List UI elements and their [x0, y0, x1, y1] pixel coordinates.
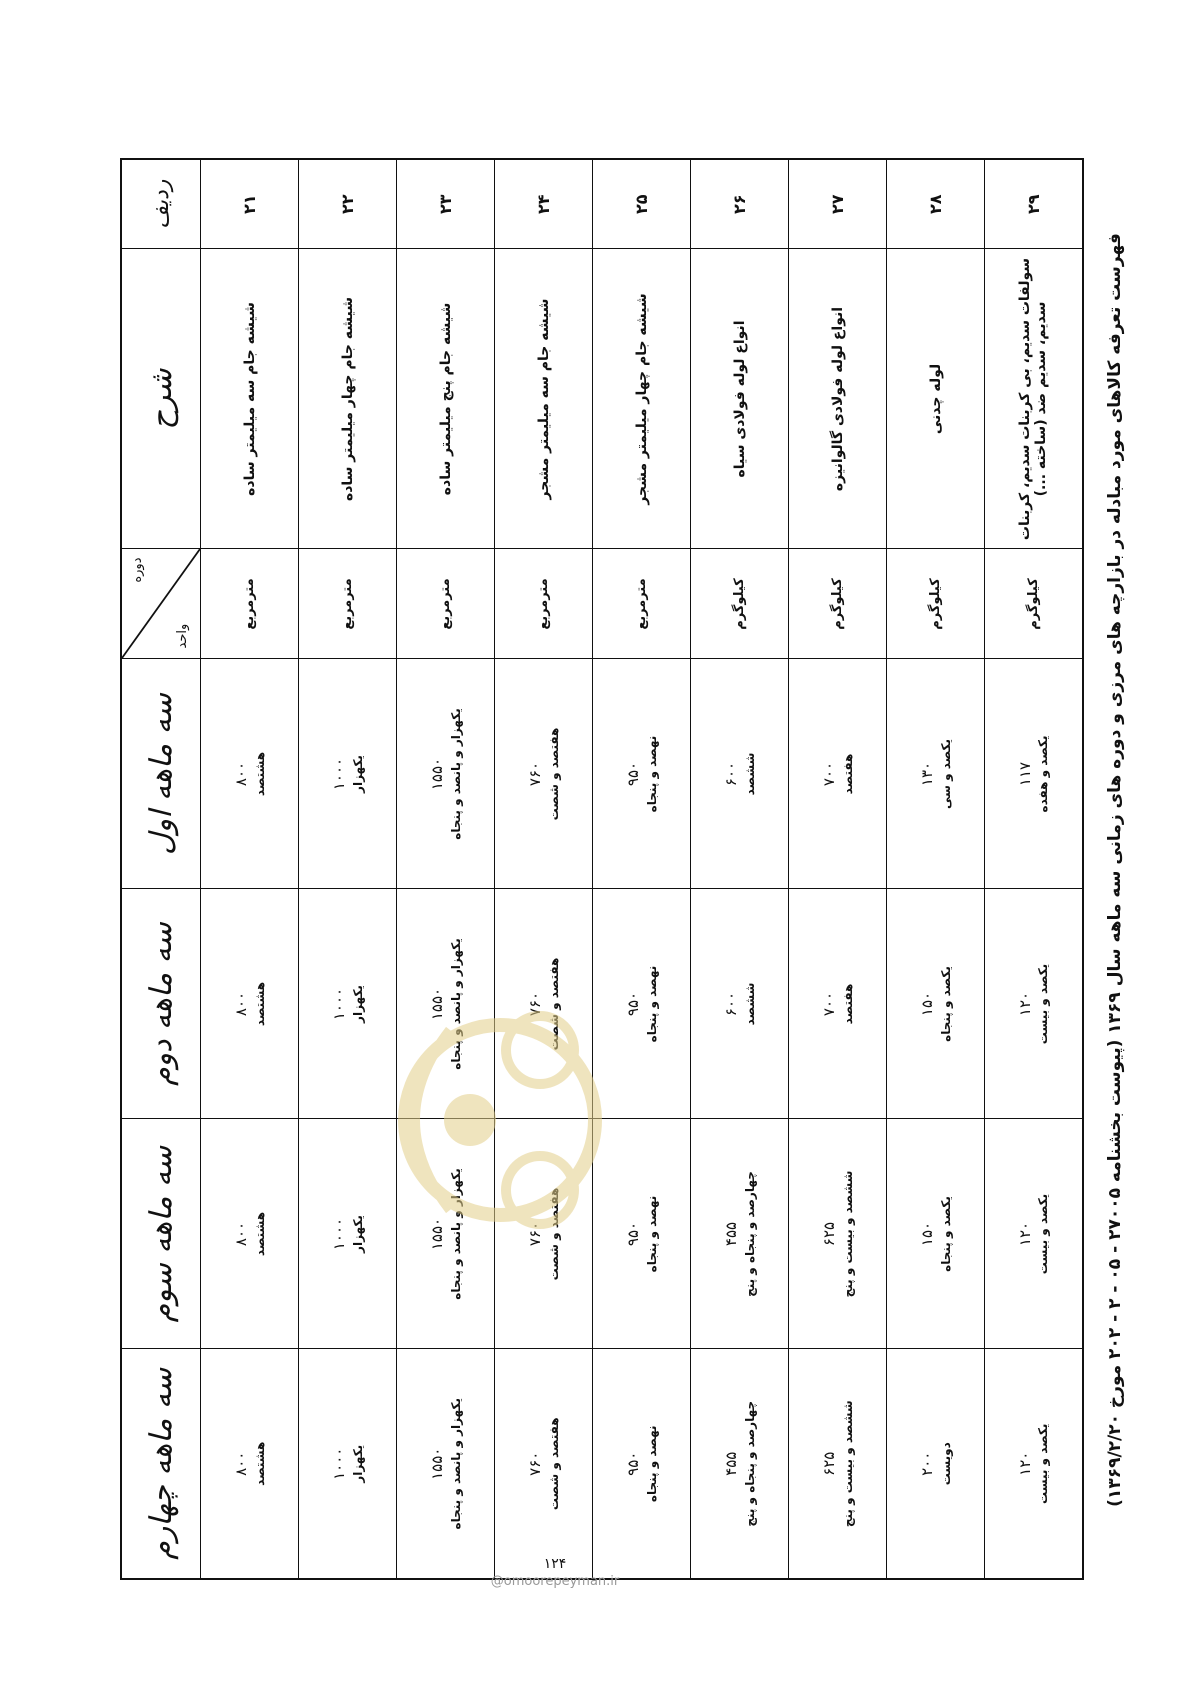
price-words: هفتصد	[840, 753, 855, 795]
price-q1	[985, 659, 1083, 889]
row-description: شیشه جام سه میلیمتر مشجر	[495, 249, 593, 549]
table-row	[691, 159, 789, 1579]
price-words: یکصد و بیست	[1036, 963, 1051, 1045]
price-words: هشتصد	[252, 751, 267, 797]
price-words: یکصد و بیست	[1036, 1193, 1051, 1275]
row-index: ۲۱	[201, 159, 299, 249]
price-number: ۱۵۰	[918, 1221, 937, 1247]
price-number: ۱۲۰	[1016, 1221, 1035, 1247]
row-description: شیشه جام سه میلیمتر ساده	[201, 249, 299, 549]
price-number: ۷۰۰	[820, 991, 839, 1017]
price-q4	[495, 1349, 593, 1579]
row-description: لوله چدنی	[887, 249, 985, 549]
price-number: ۱۲۰	[1016, 991, 1035, 1017]
price-q4	[299, 1349, 397, 1579]
header-unit	[121, 549, 201, 659]
price-number: ۱۰۰۰	[330, 1217, 349, 1251]
price-words: یکهزار	[350, 755, 365, 793]
row-index: ۲۵	[593, 159, 691, 249]
price-number: ۷۶۰	[526, 1451, 545, 1476]
price-words: یکهزار	[350, 1444, 365, 1483]
row-description: انواع لوله فولادی گالوانیزه	[789, 249, 887, 549]
header-index: ردیف	[121, 159, 201, 249]
table-row	[985, 159, 1083, 1579]
price-words: ششصد و بیست و پنج	[840, 1400, 855, 1528]
price-q1	[691, 659, 789, 889]
price-number: ۶۲۵	[820, 1221, 839, 1247]
price-number: ۹۵۰	[624, 991, 643, 1017]
price-q4	[691, 1349, 789, 1579]
price-q1	[397, 659, 495, 889]
price-words: یکصد و سی	[938, 739, 953, 809]
price-words: هفتصد و شصت	[546, 957, 561, 1051]
row-description: شیشه جام پنج میلیمتر ساده	[397, 249, 495, 549]
price-number: ۷۶۰	[526, 761, 545, 787]
footer-watermark: @omoorepeyman.ir	[490, 1574, 620, 1589]
price-words: هشتصد	[252, 1441, 267, 1486]
price-q1	[887, 659, 985, 889]
price-number: ۱۵۵۰	[428, 987, 447, 1021]
price-words: هشتصد	[252, 981, 267, 1027]
price-number: ۱۳۰	[918, 761, 937, 787]
price-number: ۹۵۰	[624, 1451, 643, 1476]
price-words: ششصد و بیست و پنج	[840, 1170, 855, 1298]
price-number: ۷۶۰	[526, 1221, 545, 1247]
price-q4	[201, 1349, 299, 1579]
price-words: نهصد و پنجاه	[644, 965, 659, 1043]
price-number: ۷۰۰	[820, 761, 839, 787]
page-footer	[455, 1555, 655, 1591]
table-row	[887, 159, 985, 1579]
row-index: ۲۷	[789, 159, 887, 249]
price-words: نهصد و پنجاه	[644, 1195, 659, 1273]
table-row	[495, 159, 593, 1579]
price-number: ۱۱۷	[1016, 761, 1035, 787]
price-q3	[985, 1119, 1083, 1349]
row-unit: کیلوگرم	[789, 549, 887, 659]
price-number: ۹۵۰	[624, 761, 643, 787]
price-words: چهارصد و پنجاه و پنج	[742, 1171, 757, 1297]
header-unit-period: دوره	[130, 557, 145, 583]
price-number: ۶۰۰	[722, 761, 741, 787]
table-row	[789, 159, 887, 1579]
price-words: هفتصد و شصت	[546, 727, 561, 821]
price-q3	[201, 1119, 299, 1349]
row-unit: کیلوگرم	[887, 549, 985, 659]
table-body	[201, 159, 1083, 1579]
price-number: ۱۵۵۰	[428, 1447, 447, 1480]
page-number: ۱۲۴	[543, 1556, 567, 1572]
price-number: ۸۰۰	[232, 991, 251, 1017]
row-unit: مترمربع	[593, 549, 691, 659]
row-index: ۲۳	[397, 159, 495, 249]
table-row	[299, 159, 397, 1579]
price-number: ۱۵۵۰	[428, 1217, 447, 1251]
header-q2: سه ماهه دوم	[121, 889, 201, 1119]
price-number: ۴۵۵	[722, 1221, 741, 1247]
header-row	[121, 159, 201, 1579]
price-words: ششصد	[742, 982, 757, 1026]
price-words: یکصد و بیست	[1036, 1423, 1051, 1504]
price-words: نهصد و پنجاه	[644, 735, 659, 813]
price-words: یکهزار	[350, 985, 365, 1023]
row-description: شیشه جام چهار میلیمتر مشجر	[593, 249, 691, 549]
price-number: ۲۰۰	[918, 1451, 937, 1476]
row-unit: مترمربع	[201, 549, 299, 659]
row-index: ۲۶	[691, 159, 789, 249]
price-words: هشتصد	[252, 1211, 267, 1257]
price-q2	[789, 889, 887, 1119]
row-index: ۲۹	[985, 159, 1083, 249]
price-number: ۱۰۰۰	[330, 1447, 349, 1480]
price-q4	[593, 1349, 691, 1579]
price-words: یکهزار و پانصد و پنجاه	[448, 708, 463, 840]
price-number: ۱۲۰	[1016, 1451, 1035, 1476]
price-words: یکهزار و پانصد و پنجاه	[448, 938, 463, 1070]
header-q3: سه ماهه سوم	[121, 1119, 201, 1349]
price-number: ۷۶۰	[526, 991, 545, 1017]
row-index: ۲۸	[887, 159, 985, 249]
price-q1	[593, 659, 691, 889]
row-unit: کیلوگرم	[691, 549, 789, 659]
price-q2	[887, 889, 985, 1119]
table-row	[201, 159, 299, 1579]
row-unit: کیلوگرم	[985, 549, 1083, 659]
price-number: ۸۰۰	[232, 1451, 251, 1476]
price-words: هفتصد	[840, 983, 855, 1025]
rotated-page	[120, 160, 1140, 1580]
price-number: ۹۵۰	[624, 1221, 643, 1247]
price-words: هفتصد و شصت	[546, 1417, 561, 1511]
row-description: انواع لوله فولادی سیاه	[691, 249, 789, 549]
price-number: ۸۰۰	[232, 1221, 251, 1247]
price-q2	[299, 889, 397, 1119]
price-q4	[887, 1349, 985, 1579]
price-words: یکصد و پنجاه	[938, 1196, 953, 1272]
price-q1	[299, 659, 397, 889]
tariff-table	[120, 158, 1084, 1580]
price-number: ۱۵۵۰	[428, 757, 447, 791]
price-q1	[789, 659, 887, 889]
price-words: نهصد و پنجاه	[644, 1425, 659, 1503]
price-q3	[789, 1119, 887, 1349]
row-description: شیشه جام چهار میلیمتر ساده	[299, 249, 397, 549]
price-q2	[201, 889, 299, 1119]
price-words: دویست	[938, 1442, 953, 1486]
price-words: یکهزار و پانصد و پنجاه	[448, 1168, 463, 1300]
price-q4	[985, 1349, 1083, 1579]
price-number: ۱۰۰۰	[330, 757, 349, 791]
row-index: ۲۴	[495, 159, 593, 249]
price-number: ۱۰۰۰	[330, 987, 349, 1021]
table-row	[397, 159, 495, 1579]
price-words: یکهزار	[350, 1215, 365, 1253]
price-number: ۴۵۵	[722, 1451, 741, 1476]
price-number: ۶۰۰	[722, 991, 741, 1017]
seal-watermark-icon	[390, 970, 610, 1270]
price-words: چهارصد و پنجاه و پنج	[742, 1400, 757, 1527]
price-words: هفتصد و شصت	[546, 1187, 561, 1281]
row-unit: مترمربع	[397, 549, 495, 659]
price-words: یکهزار و پانصد و پنجاه	[448, 1398, 463, 1530]
price-q3	[691, 1119, 789, 1349]
row-index: ۲۲	[299, 159, 397, 249]
price-q2	[691, 889, 789, 1119]
price-q4	[789, 1349, 887, 1579]
price-words: یکصد و پنجاه	[938, 966, 953, 1042]
table-row	[593, 159, 691, 1579]
price-number: ۶۲۵	[820, 1451, 839, 1476]
page-caption: فهرست تعرفه کالاهای مورد مبادله در بازارچه های مرزی و دوره های زمانی سه ماهه سال ۱۳۶۹ (پیوست بخشنامه ۲۷۰۰۵ - ۰۵ - ۲ - ۲۰۲ مورخ ۱۳۶۹/۲/۲۰)	[1105, 233, 1125, 1507]
price-q4	[397, 1349, 495, 1579]
row-unit: مترمربع	[299, 549, 397, 659]
row-description: سولفات سدیم، بی کربنات سدیم، کربنات سدیم، سدیم ضد (ساخته ...)	[985, 249, 1083, 549]
price-words: ششصد	[742, 752, 757, 796]
header-q1: سه ماهه اول	[121, 659, 201, 889]
price-q1	[495, 659, 593, 889]
price-q2	[985, 889, 1083, 1119]
header-q4: سه ماهه چهارم	[121, 1349, 201, 1579]
header-unit-measure: واحد	[175, 623, 190, 649]
price-words: یکصد و هفده	[1036, 735, 1051, 813]
row-unit: مترمربع	[495, 549, 593, 659]
price-number: ۸۰۰	[232, 761, 251, 787]
header-desc: شرح	[121, 249, 201, 549]
price-number: ۱۵۰	[918, 991, 937, 1017]
price-q3	[299, 1119, 397, 1349]
price-q3	[887, 1119, 985, 1349]
price-q1	[201, 659, 299, 889]
